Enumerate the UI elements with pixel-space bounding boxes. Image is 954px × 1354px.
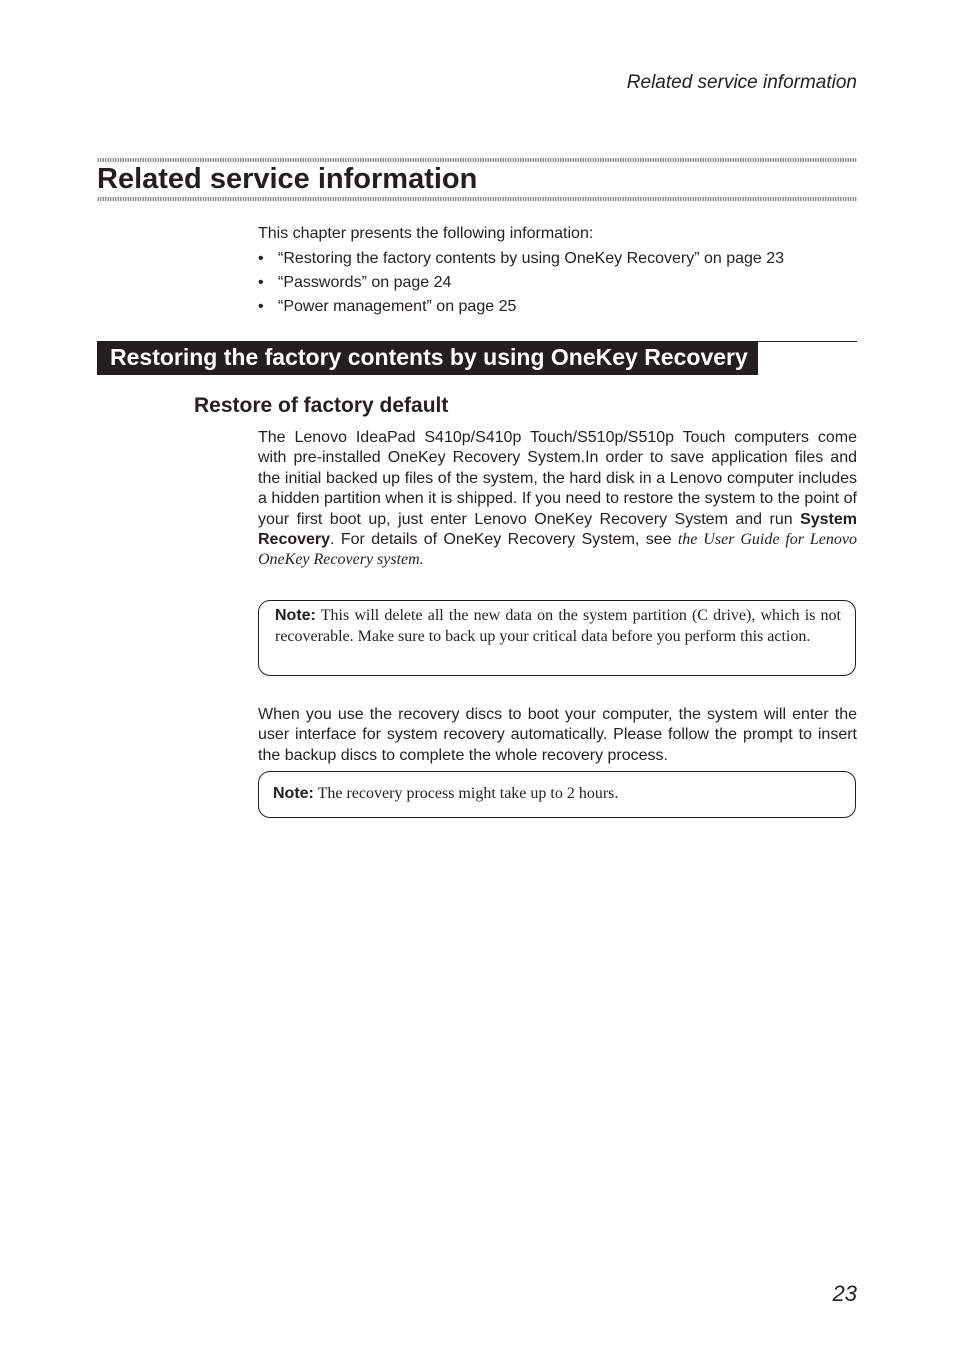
chapter-intro xyxy=(258,224,858,319)
chapter-title: Related service information xyxy=(97,163,478,195)
intro-list-item[interactable]: • “Passwords” on page 24 xyxy=(258,271,858,295)
para1-text-a: The Lenovo IdeaPad S410p/S410p Touch/S510p/S510p Touch computers come with pre-installed OneKey Recovery System.In order to save application files and the initial backed up files of the system, the hard disk in a Lenovo computer includes a hidden partition when it is shipped. If you need to restore the system to the point of your first boot up, just enter Lenovo OneKey Recovery System and run xyxy=(258,429,857,528)
para1-bold-term: System Recovery xyxy=(258,510,857,549)
para1-guide-reference: the User Guide for Lenovo OneKey Recovery system xyxy=(258,531,858,569)
intro-lead: This chapter presents the following information: xyxy=(258,225,594,242)
body-paragraph-1 xyxy=(258,428,857,571)
bottom-dotted-rule xyxy=(97,197,857,201)
section-heading-bar xyxy=(97,341,857,375)
note-box-1 xyxy=(258,600,856,676)
running-header: Related service information xyxy=(626,72,857,93)
note-label: Note: xyxy=(273,785,314,802)
note-text: The recovery process might take up to 2 hours. xyxy=(313,785,619,802)
note-box-2 xyxy=(258,771,856,818)
intro-list-item[interactable]: • “Restoring the factory contents by using OneKey Recovery” on page 23 xyxy=(258,247,858,271)
para1-text-c: . xyxy=(419,551,424,569)
note-text: This will delete all the new data on the system partition (C drive), which is not recoverable. Make sure to back up your critical data before you perform this action. xyxy=(275,607,841,645)
note-label: Note: xyxy=(275,607,316,624)
intro-list-item[interactable]: • “Power management” on page 25 xyxy=(258,295,858,319)
intro-list xyxy=(258,247,858,319)
page-number: 23 xyxy=(832,1281,857,1306)
para1-text-b: . For details of OneKey Recovery System, see xyxy=(330,531,678,549)
subsection-title: Restore of factory default xyxy=(194,394,449,417)
body-paragraph-2: When you use the recovery discs to boot your computer, the system will enter the user interface for system recovery automatically. Please follow the prompt to insert the backup discs to complete the whole recovery process. xyxy=(258,706,857,764)
chapter-heading-block xyxy=(97,158,857,201)
section-title: Restoring the factory contents by using OneKey Recovery xyxy=(97,341,758,375)
